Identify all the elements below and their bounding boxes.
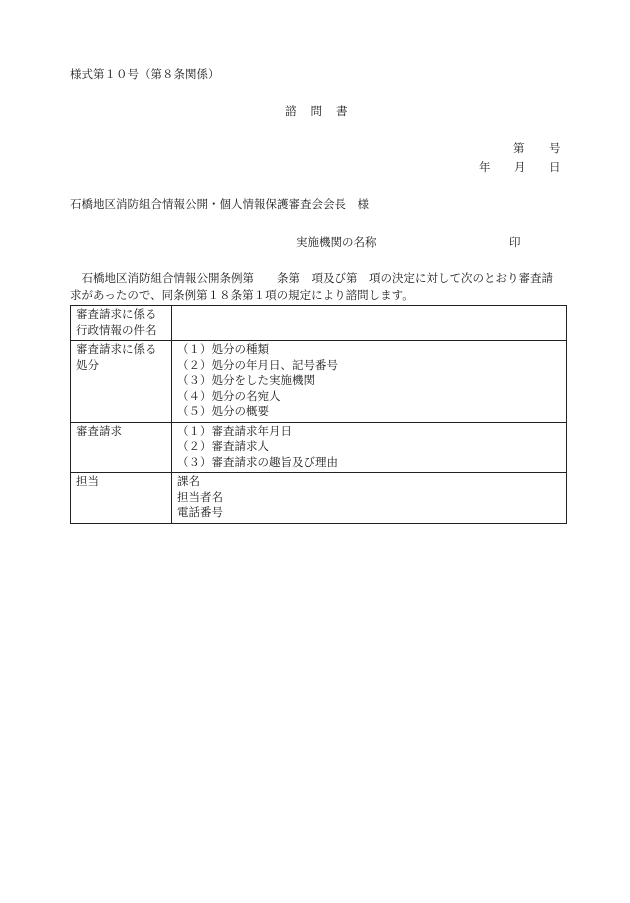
row-content-cell — [172, 306, 567, 341]
table-row — [71, 341, 567, 423]
row-label-cell — [71, 422, 172, 473]
row-label-line: 審査請求に係る — [76, 307, 157, 321]
number-suffix: 号 — [549, 141, 561, 155]
row-label-cell — [71, 473, 172, 524]
body-paragraph — [70, 270, 570, 304]
row-content-line: （２）処分の年月日、記号番号 — [177, 357, 338, 372]
row-content-line: （１）処分の種類 — [177, 342, 269, 356]
date-day: 日 — [549, 160, 561, 174]
row-label-line: 担当 — [76, 474, 99, 488]
row-content-cell — [172, 473, 567, 524]
body-line-1: 石橋地区消防組合情報公開条例第 条第 項及び第 項の決定に対して次のとおり審査請 — [70, 271, 553, 285]
row-content-line: 電話番号 — [177, 505, 223, 519]
date-month: 月 — [514, 160, 526, 174]
body-line-2: 求があったので、同条例第１８条第１項の規定により諮問します。 — [70, 288, 414, 302]
title-char-3: 書 — [336, 104, 350, 118]
inquiry-table-body — [71, 306, 567, 524]
addressee: 石橋地区消防組合情報公開・個人情報保護審査会会長 様 — [70, 197, 369, 211]
row-label-cell — [71, 306, 172, 341]
row-content-cell — [172, 422, 567, 473]
table-row — [71, 306, 567, 341]
title-char-1: 諮 — [285, 104, 299, 118]
title-char-2: 問 — [310, 104, 324, 118]
form-number: 様式第１０号（第８条関係） — [70, 67, 220, 81]
row-content-line: （５）処分の概要 — [177, 404, 269, 418]
seal-mark: 印 — [509, 235, 521, 249]
table-row — [71, 473, 567, 524]
row-content-cell — [172, 341, 567, 423]
row-content-line: （１）審査請求年月日 — [177, 423, 292, 438]
row-content-line: （３）審査請求の趣旨及び理由 — [177, 454, 338, 469]
row-label-line: 処分 — [76, 357, 99, 372]
row-content-line: 課名 — [177, 474, 200, 488]
row-label-line: 行政情報の件名 — [76, 322, 157, 337]
row-content-line: 担当者名 — [177, 489, 223, 504]
row-label-line: 審査請求に係る — [76, 342, 157, 356]
row-label-cell — [71, 341, 172, 423]
document-title — [285, 103, 350, 119]
row-label-line: 審査請求 — [76, 423, 122, 438]
sender-org-label: 実施機関の名称 — [296, 235, 377, 249]
number-prefix: 第 — [513, 141, 525, 155]
row-content-line: （３）処分をした実施機関 — [177, 373, 315, 387]
date-year: 年 — [479, 160, 491, 174]
row-content-line: （２）審査請求人 — [177, 439, 269, 453]
table-row — [71, 422, 567, 473]
inquiry-table — [70, 305, 567, 524]
row-content-line: （４）処分の名宛人 — [177, 388, 281, 403]
